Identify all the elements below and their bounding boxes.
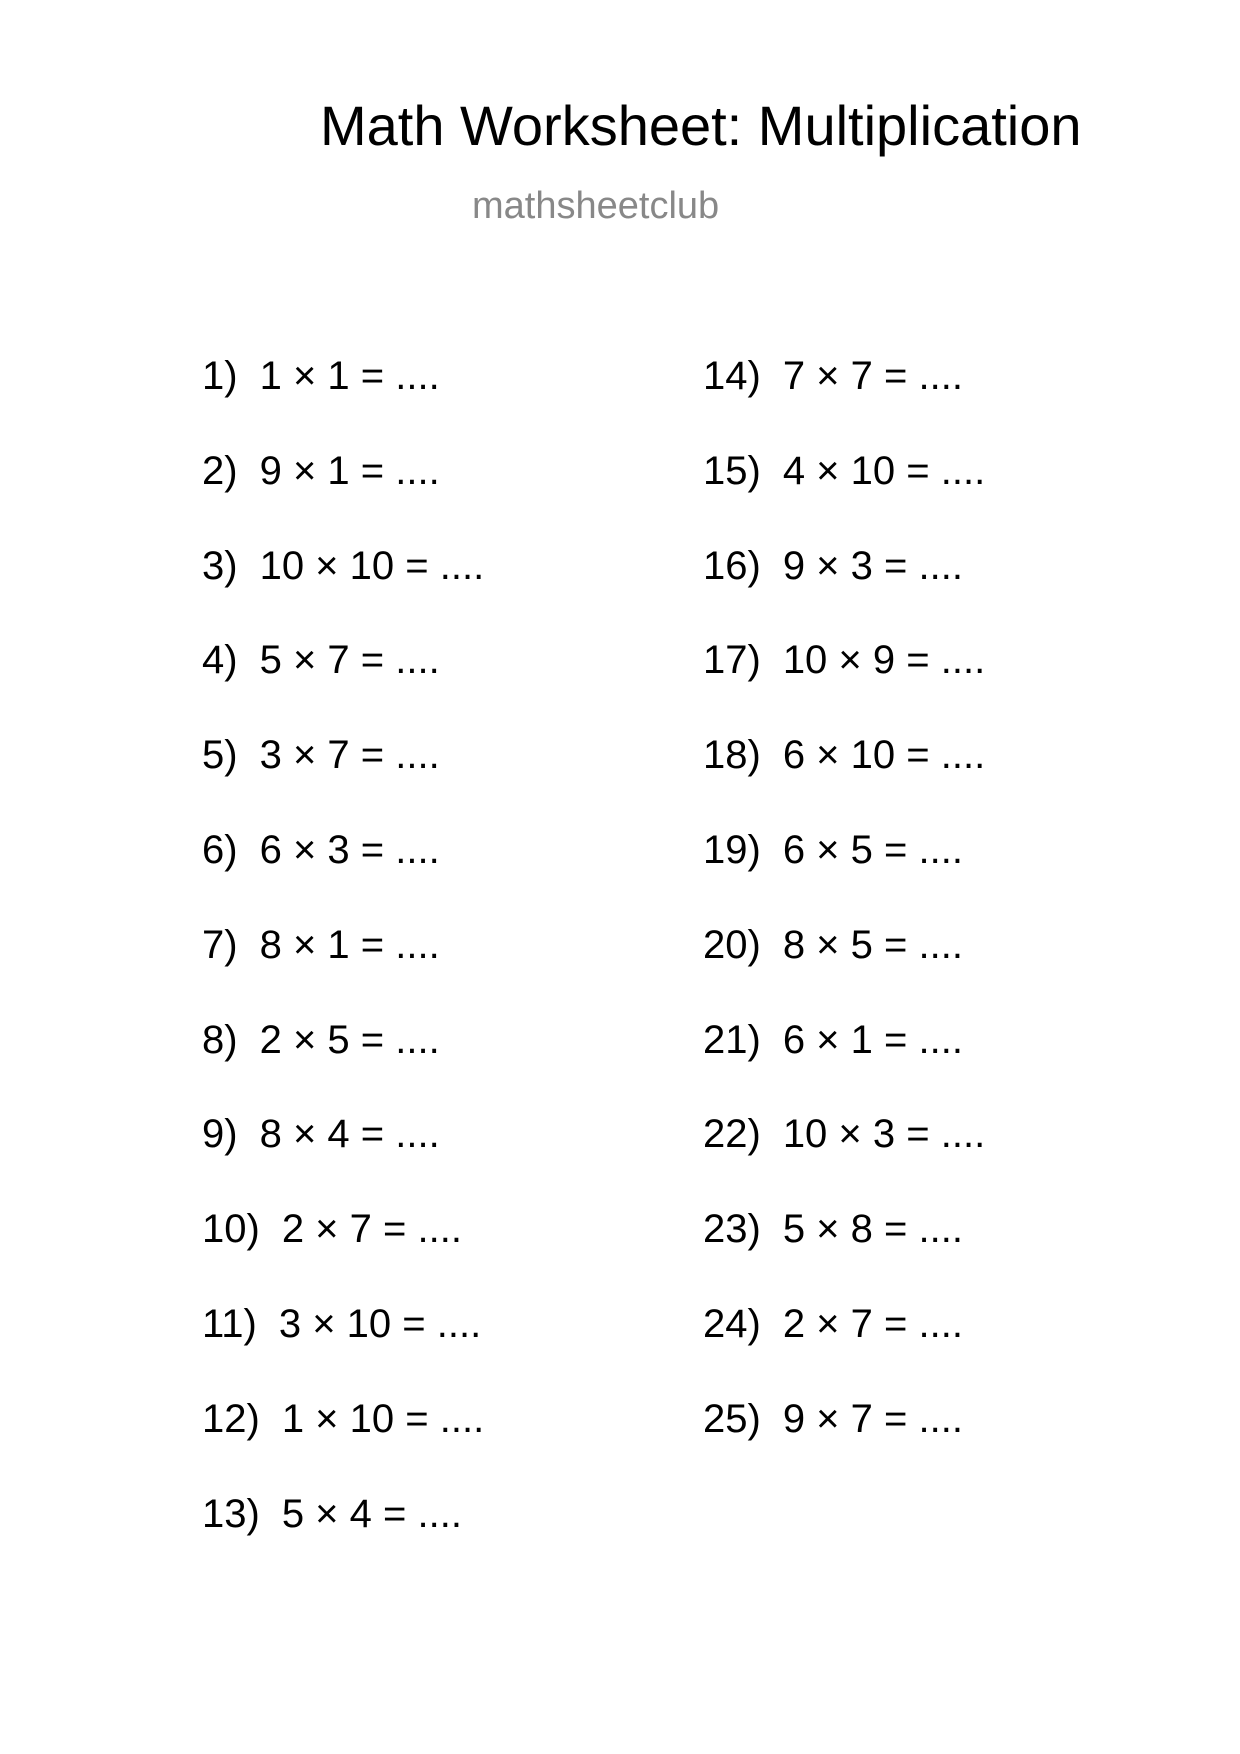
problem-expression: 10 × 10 = .... (259, 543, 485, 588)
problem-column-right (703, 356, 985, 1494)
problem-item (703, 640, 985, 735)
problem-item (202, 1209, 484, 1304)
problem-number: 7) (202, 922, 238, 967)
problem-number: 24) (703, 1301, 761, 1346)
problem-item (703, 356, 985, 451)
problem-number: 14) (703, 354, 761, 398)
problem-number: 25) (703, 1396, 761, 1441)
problem-expression: 3 × 7 = .... (259, 733, 440, 778)
problem-expression: 1 × 10 = .... (281, 1396, 485, 1441)
problem-expression: 1 × 1 = .... (259, 354, 440, 398)
problem-number: 13) (202, 1491, 260, 1536)
problem-expression: 3 × 10 = .... (278, 1301, 482, 1346)
problem-expression: 5 × 4 = .... (281, 1491, 462, 1536)
problem-expression: 4 × 10 = .... (782, 448, 986, 493)
problem-expression: 5 × 7 = .... (259, 638, 440, 683)
problem-number: 17) (703, 638, 761, 683)
problem-column-left (202, 356, 484, 1588)
problem-expression: 8 × 1 = .... (259, 922, 440, 967)
problem-expression: 6 × 1 = .... (782, 1017, 963, 1062)
problem-item (703, 1396, 985, 1494)
problem-item (202, 1491, 484, 1589)
problem-expression: 10 × 9 = .... (782, 638, 986, 683)
problem-item (202, 1114, 484, 1209)
problem-number: 16) (703, 543, 761, 588)
problem-expression: 2 × 7 = .... (782, 1301, 963, 1346)
problem-item (703, 1114, 985, 1209)
problem-expression: 7 × 7 = .... (782, 354, 963, 398)
problem-number: 15) (703, 448, 761, 493)
problem-item (202, 543, 485, 641)
problem-number: 3) (202, 543, 238, 588)
problem-number: 10) (202, 1207, 260, 1252)
problem-number: 23) (703, 1207, 761, 1252)
problem-number: 9) (202, 1112, 238, 1157)
problem-item (703, 827, 985, 925)
problem-number: 1) (202, 354, 238, 398)
problem-number: 11) (202, 1301, 257, 1346)
problem-expression: 8 × 5 = .... (782, 922, 963, 967)
problem-item (703, 1017, 985, 1115)
problem-item (202, 640, 484, 735)
problem-expression: 6 × 5 = .... (782, 827, 963, 872)
problem-number: 19) (703, 827, 761, 872)
problem-item (703, 735, 985, 830)
problem-number: 5) (202, 733, 238, 778)
problem-item (703, 448, 986, 546)
worksheet-title: Math Worksheet: Multiplication (320, 94, 1082, 157)
problem-number: 20) (703, 922, 761, 967)
problem-item (202, 1396, 485, 1494)
problem-item (703, 922, 985, 1020)
problem-item (202, 922, 484, 1020)
problem-expression: 9 × 1 = .... (259, 448, 440, 493)
problem-number: 6) (202, 827, 238, 872)
problem-expression: 5 × 8 = .... (782, 1207, 963, 1252)
problem-number: 2) (202, 448, 238, 493)
problem-item (202, 356, 484, 451)
problem-item (202, 448, 484, 546)
problem-expression: 6 × 10 = .... (782, 733, 986, 778)
problem-number: 18) (703, 733, 761, 778)
problem-item (202, 827, 484, 925)
problem-number: 4) (202, 638, 238, 683)
problem-expression: 2 × 5 = .... (259, 1017, 440, 1062)
problem-item (703, 543, 985, 641)
problem-expression: 2 × 7 = .... (281, 1207, 462, 1252)
worksheet-subtitle: mathsheetclub (472, 185, 720, 227)
problem-expression: 8 × 4 = .... (259, 1112, 440, 1157)
problem-number: 8) (202, 1017, 238, 1062)
problem-number: 21) (703, 1017, 761, 1062)
problem-expression: 9 × 7 = .... (782, 1396, 963, 1441)
problem-item (703, 1209, 985, 1304)
problem-number: 22) (703, 1112, 761, 1157)
problem-expression: 9 × 3 = .... (782, 543, 963, 588)
problem-item (202, 1301, 484, 1399)
problem-expression: 10 × 3 = .... (782, 1112, 986, 1157)
problem-item (202, 1017, 484, 1115)
problem-number: 12) (202, 1396, 260, 1441)
problem-expression: 6 × 3 = .... (259, 827, 440, 872)
problem-item (703, 1301, 985, 1399)
problem-item (202, 735, 484, 830)
